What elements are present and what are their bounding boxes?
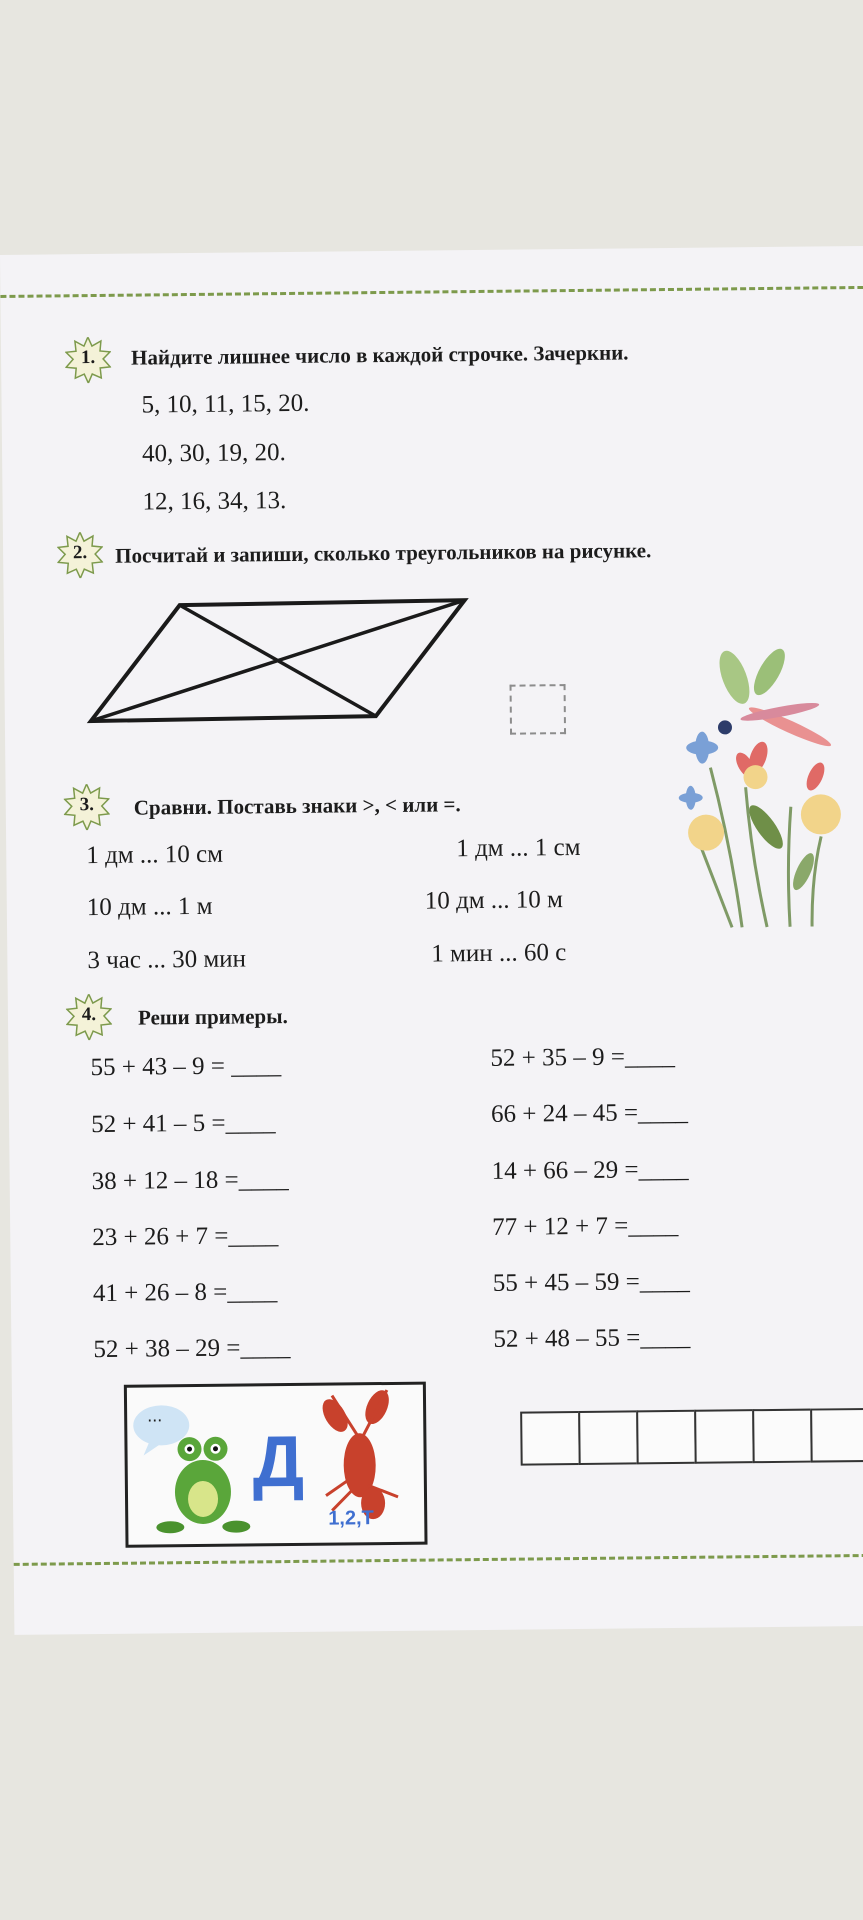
top-dashed-border: [0, 286, 863, 298]
task1-number: 1.: [80, 347, 96, 369]
task1-row-3: 12, 16, 34, 13.: [142, 487, 287, 516]
task2-number: 2.: [72, 542, 88, 564]
task4-right-2: 66 + 24 – 45 =____: [490, 1098, 689, 1128]
task4-number: 4.: [81, 1004, 97, 1026]
parallelogram-figure: [80, 590, 481, 729]
task3-right-2: 10 дм ... 10 м: [424, 886, 564, 915]
task4-left-2: 52 + 41 – 5 =____: [90, 1109, 276, 1139]
task4-title: Реши примеры.: [137, 1004, 288, 1030]
answer-cell[interactable]: [578, 1410, 639, 1465]
task3-title: Сравни. Поставь знаки >, < или =.: [133, 792, 461, 820]
task3-left-1: 1 дм ... 10 см: [86, 840, 224, 870]
rebus-code: 1,2,Т: [328, 1507, 374, 1530]
answer-cell[interactable]: [694, 1409, 755, 1464]
task1-row-2: 40, 30, 19, 20.: [141, 439, 286, 468]
task4-badge: [66, 994, 112, 1040]
task4-right-5: 55 + 45 – 59 =____: [492, 1267, 690, 1297]
task4-right-1: 52 + 35 – 9 =____: [490, 1042, 676, 1072]
answer-cell[interactable]: [636, 1410, 697, 1465]
task4-left-3: 38 + 12 – 18 =____: [91, 1166, 289, 1196]
rebus-picture: [124, 1382, 428, 1548]
bottom-dashed-border: [14, 1554, 863, 1566]
task3-right-1: 1 дм ... 1 см: [456, 833, 581, 863]
task4-left-5: 41 + 26 – 8 =____: [92, 1278, 278, 1308]
task3-left-3: 3 час ... 30 мин: [87, 945, 247, 975]
task2-badge: [57, 532, 103, 578]
answer-cell[interactable]: [520, 1411, 581, 1466]
task4-right-4: 77 + 12 + 7 =____: [492, 1211, 679, 1241]
crayfish-icon: [317, 1386, 398, 1519]
speech-bubble-text: ...: [147, 1405, 163, 1426]
task3-number: 3.: [79, 794, 94, 816]
task1-badge: [65, 337, 111, 383]
task2-title: Посчитай и запиши, сколько треугольников на рисунке.: [115, 538, 652, 568]
answer-cell[interactable]: [810, 1408, 863, 1463]
task4-right-6: 52 + 48 – 55 =____: [493, 1323, 691, 1353]
rebus-letter: Д: [252, 1421, 305, 1503]
task4-left-6: 52 + 38 – 29 =____: [93, 1334, 291, 1364]
frog-icon: [155, 1436, 250, 1533]
task3-badge: [64, 784, 110, 830]
task4-left-4: 23 + 26 + 7 =____: [92, 1222, 279, 1252]
answer-cell[interactable]: [752, 1409, 813, 1464]
task3-right-3: 1 мин ... 60 с: [431, 939, 567, 968]
task3-left-2: 10 дм ... 1 м: [86, 892, 213, 922]
answer-box[interactable]: [510, 684, 567, 735]
task1-row-1: 5, 10, 11, 15, 20.: [141, 389, 310, 419]
worksheet: [0, 246, 863, 1635]
task1-title: Найдите лишнее число в каждой строчке. Зачеркни.: [130, 340, 629, 370]
task4-left-1: 55 + 43 – 9 = ____: [90, 1052, 282, 1082]
task4-right-3: 14 + 66 – 29 =____: [491, 1155, 689, 1185]
dragonfly-flowers-illustration: [669, 646, 862, 938]
answer-cells: [522, 1408, 863, 1466]
